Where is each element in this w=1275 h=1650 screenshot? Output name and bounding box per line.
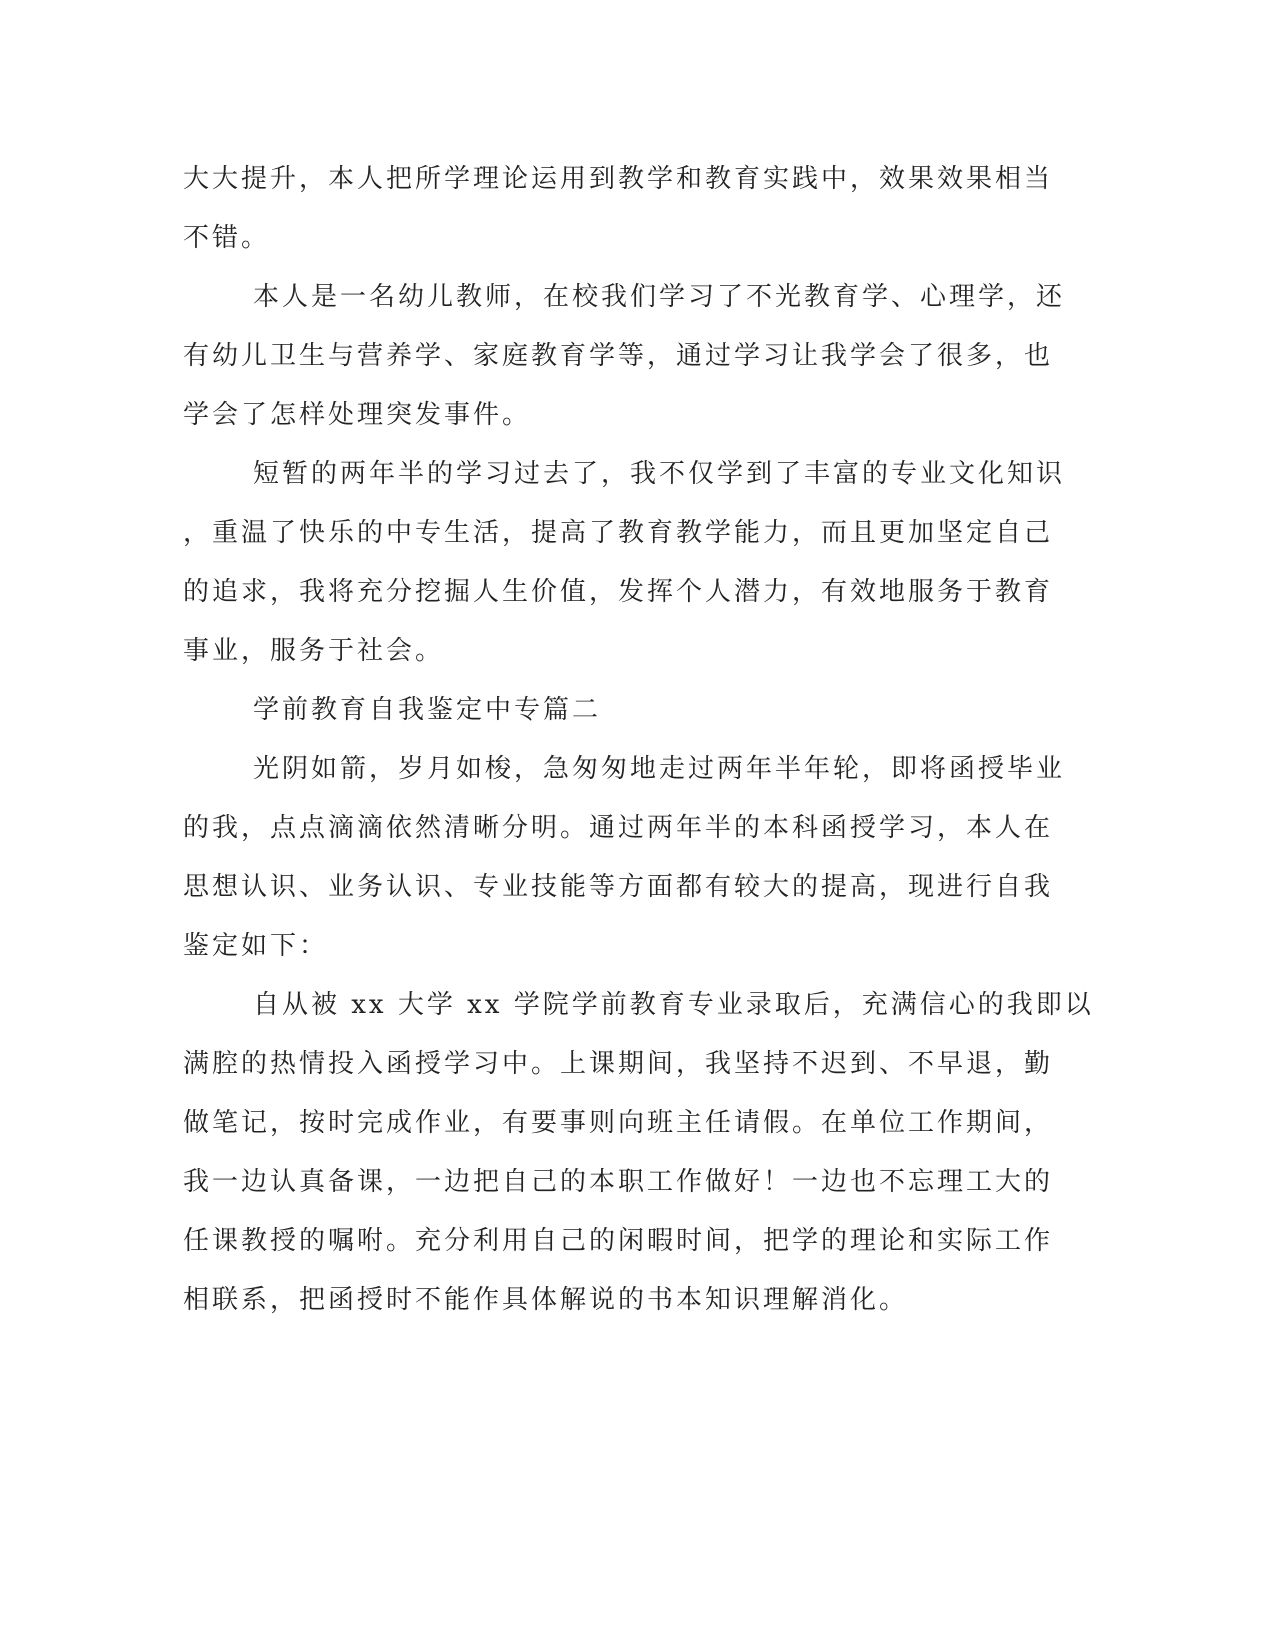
text-line: 做笔记，按时完成作业，有要事则向班主任请假。在单位工作期间， xyxy=(183,1108,1054,1138)
text-line: 鉴定如下： xyxy=(183,931,329,961)
text-line: 任课教授的嘱咐。充分利用自己的闲暇时间，把学的理论和实际工作 xyxy=(183,1226,1054,1256)
paragraph xyxy=(183,150,1054,268)
text-line: 事业，服务于社会。 xyxy=(183,636,445,666)
section-heading xyxy=(183,681,1033,740)
section-heading-text: 学前教育自我鉴定中专篇二 xyxy=(253,695,602,725)
text-line: 有幼儿卫生与营养学、家庭教育学等，通过学习让我学会了很多，也 xyxy=(183,341,1054,371)
text-line: 光阴如箭，岁月如梭，急匆匆地走过两年半年轮，即将函授毕业 xyxy=(253,754,1066,784)
text-line: 不错。 xyxy=(183,223,271,253)
text-line: 学会了怎样处理突发事件。 xyxy=(183,400,532,430)
text-line: ，重温了快乐的中专生活，提高了教育教学能力，而且更加坚定自己 xyxy=(183,518,1054,548)
text-line: 相联系，把函授时不能作具体解说的书本知识理解消化。 xyxy=(183,1285,909,1315)
text-line: 的追求，我将充分挖掘人生价值，发挥个人潜力，有效地服务于教育 xyxy=(183,577,1054,607)
text-line: 短暂的两年半的学习过去了，我不仅学到了丰富的专业文化知识 xyxy=(253,459,1066,489)
paragraph xyxy=(183,268,1066,445)
text-line: 满腔的热情投入函授学习中。上课期间，我坚持不迟到、不早退，勤 xyxy=(183,1049,1054,1079)
text-line: 本人是一名幼儿教师，在校我们学习了不光教育学、心理学，还 xyxy=(253,282,1066,312)
paragraph xyxy=(183,976,1094,1330)
text-line: 自从被 xx 大学 xx 学院学前教育专业录取后，充满信心的我即以 xyxy=(253,990,1094,1020)
text-line: 我一边认真备课，一边把自己的本职工作做好！一边也不忘理工大的 xyxy=(183,1167,1054,1197)
document-body xyxy=(183,150,1094,1330)
text-line: 大大提升，本人把所学理论运用到教学和教育实践中，效果效果相当 xyxy=(183,164,1054,194)
text-line: 的我，点点滴滴依然清晰分明。通过两年半的本科函授学习，本人在 xyxy=(183,813,1054,843)
paragraph xyxy=(183,445,1066,681)
paragraph xyxy=(183,740,1066,976)
text-line: 思想认识、业务认识、专业技能等方面都有较大的提高，现进行自我 xyxy=(183,872,1054,902)
